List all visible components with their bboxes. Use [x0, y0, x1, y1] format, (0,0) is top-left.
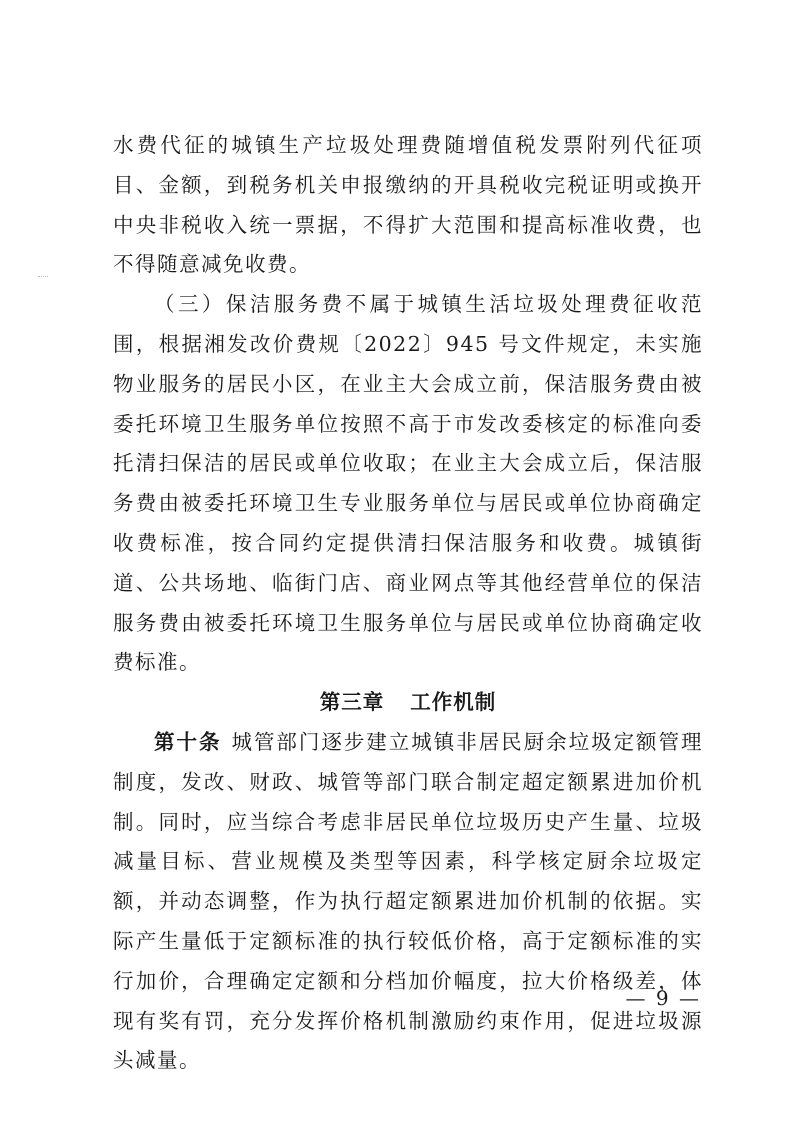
chapter-heading [113, 683, 703, 723]
chapter-number: 第三章 [319, 690, 385, 715]
chapter-title: 工作机制 [410, 690, 497, 715]
article-ten [113, 723, 703, 1081]
page-number: — 9 — [625, 986, 701, 1010]
scan-speck [38, 276, 48, 279]
paragraph-continuation: 水费代征的城镇生产垃圾处理费随增值税发票附列代征项目、金额，到税务机关申报缴纳的开具税收完税证明或换开中央非税收入统一票据，不得扩大范围和提高标准收费，也不得随意减免收费。 [113, 133, 703, 277]
document-body [113, 126, 703, 1081]
paragraph-cleaning-fee: （三）保洁服务费不属于城镇生活垃圾处理费征收范围，根据湘发改价费规〔2022〕945 号文件规定，未实施物业服务的居民小区，在业主大会成立前，保洁服务费由被委托环境卫生服务单位按照不高于市发改委核定的标准向委托清扫保洁的居民或单位收取；在业主大会成立后，保洁服务费由被委托环境卫生专业服务单位与居民或单位协商确定收费标准，按合同约定提供清扫保洁服务和收费。城镇街道、公共场地、临街门店、商业网点等其他经营单位的保洁服务费由被委托环境卫生服务单位与居民或单位协商确定收费标准。 [113, 292, 703, 675]
article-text: 城管部门逐步建立城镇非居民厨余垃圾定额管理制度，发改、财政、城管等部门联合制定超定额累进加价机制。同时，应当综合考虑非居民单位垃圾历史产生量、垃圾减量目标、营业规模及类型等因素，科学核定厨余垃圾定额，并动态调整，作为执行超定额累进加价机制的依据。实际产生量低于定额标准的执行较低价格，高于定额标准的实行加价，合理确定定额和分档加价幅度，拉大价格级差，体现有奖有罚，充分发挥价格机制激励约束作用，促进垃圾源头减量。 [113, 729, 704, 1073]
article-number: 第十条 [154, 729, 222, 754]
